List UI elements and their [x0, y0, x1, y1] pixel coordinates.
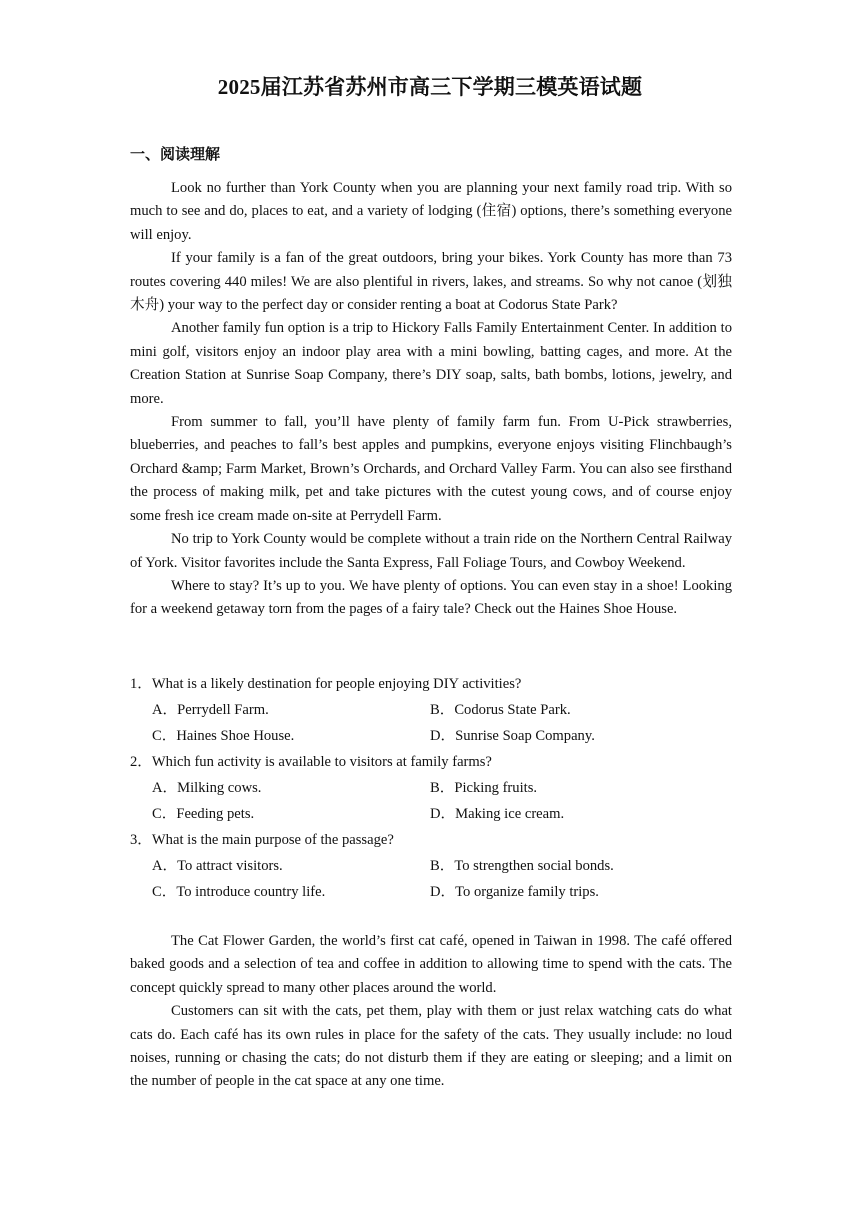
passage-paragraph: Where to stay? It’s up to you. We have plenty of options. You can even stay in a shoe! Looking for a weekend getaway torn from the pages of a fairy tale? Check out the Haines Shoe House.	[130, 577, 732, 618]
passage-paragraph: Another family fun option is a trip to Hickory Falls Family Entertainment Center. In addition to mini golf, visitors enjoy an indoor play area with a mini bowling, batting cages, and more. At the Creation Station at Sunrise Soap Company, there’s DIY soap, salts, bath bombs, lotions, jewelry, and more.	[130, 320, 732, 407]
question-item	[130, 672, 732, 750]
answer-option: B．Codorus State Park.	[430, 702, 571, 718]
answer-option: D．Making ice cream.	[430, 806, 565, 822]
answer-option: D．Sunrise Soap Company.	[430, 728, 595, 744]
passage-paragraph: Customers can sit with the cats, pet them, play with them or just relax watching cats do what cats do. Each café has its own rules in place for the safety of the cats. They usually include: no loud noises, running or chasing the cats; do not disturb them if they are eating or sleeping; and a limit on the number of people in the cat space at any one time.	[130, 1003, 732, 1090]
answer-option: C．Haines Shoe House.	[152, 728, 295, 744]
answer-options	[152, 854, 732, 906]
question-stem: 3．What is the main purpose of the passage?	[130, 832, 394, 848]
answer-option: B．To strengthen social bonds.	[430, 858, 614, 874]
answer-option: B．Picking fruits.	[430, 780, 538, 796]
reading-passage-1	[130, 177, 732, 622]
passage-paragraph: No trip to York County would be complete without a train ride on the Northern Central Railway of York. Visitor favorites include the Santa Express, Fall Foliage Tours, and Cowboy Weekend.	[130, 531, 732, 571]
section-heading: 一、阅读理解	[130, 145, 221, 163]
passage-paragraph: The Cat Flower Garden, the world’s first cat café, opened in Taiwan in 1998. The café offered baked goods and a selection of tea and coffee in addition to allowing time to spend with the cats. The concept quickly spread to many other places around the world.	[130, 933, 732, 996]
passage-paragraph: From summer to fall, you’ll have plenty of family farm fun. From U-Pick strawberries, blueberries, and peaches to fall’s best apples and pumpkins, everyone enjoys visiting Flinchbaugh’s Orchard &amp; Farm Market, Brown’s Orchards, and Orchard Valley Farm. You can also see firsthand the process of making milk, pet and take pictures with the cutest young cows, and of course enjoy some fresh ice cream made on-site at Perrydell Farm.	[130, 414, 732, 524]
answer-option: C．Feeding pets.	[152, 806, 255, 822]
answer-options	[152, 698, 732, 750]
answer-option: A．Perrydell Farm.	[152, 702, 269, 718]
answer-option: D．To organize family trips.	[430, 884, 599, 900]
answer-option: C．To introduce country life.	[152, 884, 326, 900]
answer-option: A．To attract visitors.	[152, 858, 283, 874]
passage-paragraph: If your family is a fan of the great outdoors, bring your bikes. York County has more than 73 routes covering 440 miles! We are also plentiful in rivers, lakes, and streams. So why not canoe (划独木舟) your way to the perfect day or consider renting a boat at Codorus State Park?	[130, 250, 732, 314]
page-title: 2025届江苏省苏州市高三下学期三模英语试题	[217, 75, 643, 99]
question-item	[130, 750, 732, 828]
question-list	[130, 672, 732, 906]
passage-paragraph: Look no further than York County when you are planning your next family road trip. With so much to see and do, places to eat, and a variety of lodging (住宿) options, there’s something everyone will enjoy.	[130, 180, 732, 243]
question-stem: 1．What is a likely destination for people enjoying DIY activities?	[130, 676, 522, 692]
question-stem: 2．Which fun activity is available to visitors at family farms?	[130, 754, 492, 770]
answer-option: A．Milking cows.	[152, 780, 262, 796]
question-item	[130, 828, 732, 906]
reading-passage-2	[130, 930, 732, 1094]
answer-options	[152, 776, 732, 828]
